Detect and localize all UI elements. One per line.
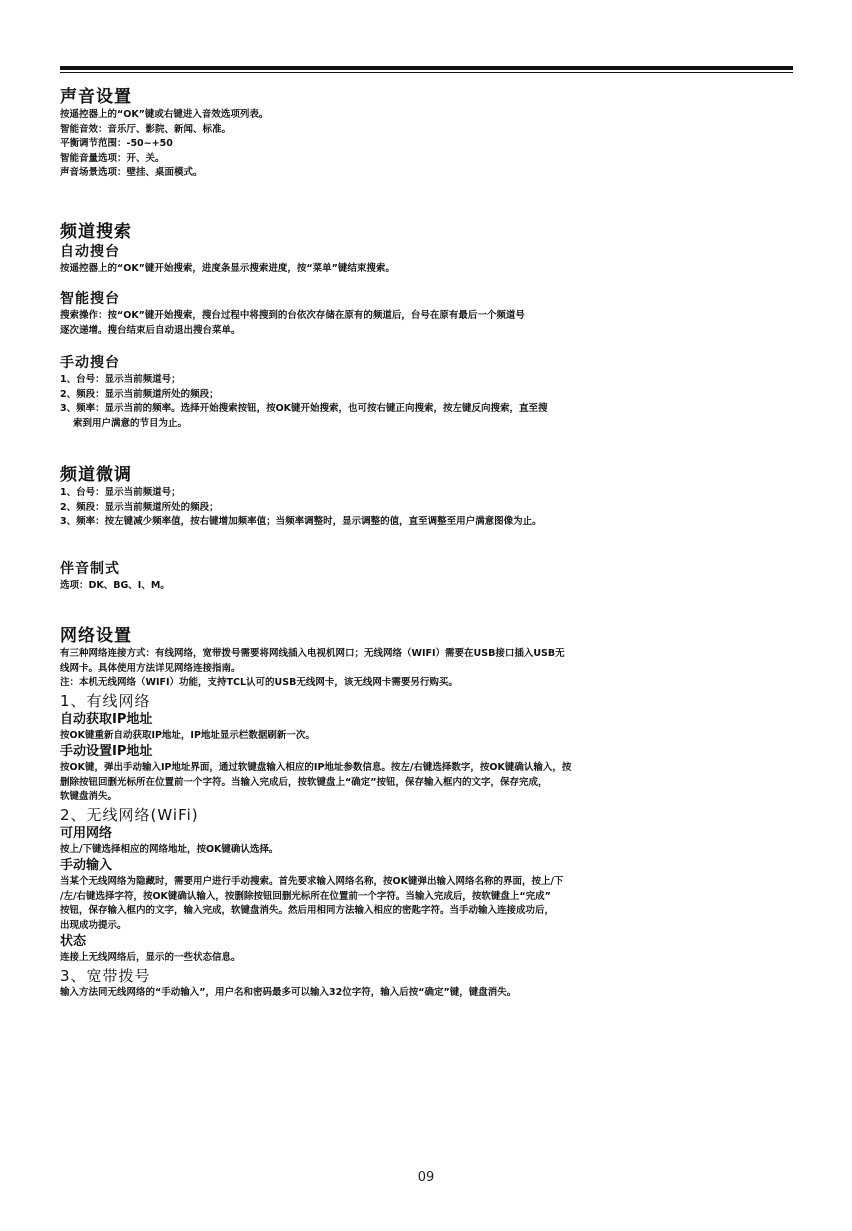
network-intro-line-2: 线网卡。具体使用方法详见网络连接指南。 [60,662,241,674]
broadband-heading: 3、宽带拨号 [60,966,151,985]
available-networks-text: 按上/下键选择相应的网络地址，按OK键确认选择。 [60,843,279,855]
network-intro-line-1: 有三种网络连接方式：有线网络，宽带拨号需要将网线插入电视机网口；无线网络（WIFI）需要在USB接口插入USB无 [60,648,565,659]
auto-ip-heading: 自动获取IP地址 [60,711,153,727]
smart-search-line-2: 逐次递增。搜台结束后自动退出搜台菜单。 [60,324,241,336]
fine-tune-line-3: 3、频率：按左键减少频率值，按右键增加频率值；当频率调整时，显示调整的值，直至调整至用户满意图像为止。 [60,516,542,527]
network-note: 注：本机无线网络（WIFI）功能，支持TCL认可的USB无线网卡，该无线网卡需要另行购买。 [60,677,458,688]
broadband-text: 输入方法同无线网络的“手动输入”，用户名和密码最多可以输入32位字符，输入后按“确定”键，键盘消失。 [60,986,517,998]
fine-tune-heading: 频道微调 [60,465,132,485]
sound-line-5: 声音场景选项：壁挂、桌面模式。 [60,167,203,178]
manual-ip-line-2: 删除按钮回删光标所在位置前一个字符。当输入完成后，按软键盘上“确定”按钮，保存输入框内的文字，保存完成， [60,776,548,788]
status-heading: 状态 [60,934,87,949]
page-number: 09 [417,1170,435,1185]
sound-system-heading: 伴音制式 [60,560,120,577]
channel-search-heading: 频道搜索 [60,221,132,242]
manual-ip-heading: 手动设置IP地址 [60,744,153,759]
sound-line-1: 按遥控器上的“OK”键或右键进入音效选项列表。 [60,109,269,120]
manual-search-line-3b: 索到用户满意的节目为止。 [73,417,188,429]
manual-ip-line-1: 按OK键，弹出手动输入IP地址界面，通过软键盘输入相应的IP地址参数信息。按左/右键选择数字，按OK键确认输入，按 [60,762,572,773]
manual-input-line-4: 出现成功提示。 [60,919,127,931]
manual-input-line-2: /左/右键选择字符，按OK键确认输入，按删除按钮回删光标所在位置前一个字符。当输入完成后，按软键盘上“完成” [60,890,551,902]
manual-input-line-1: 当某个无线网络为隐藏时，需要用户进行手动搜索。首先要求输入网络名称，按OK键弹出输入网络名称的界面，按上/下 [60,876,564,887]
manual-search-line-2: 2、频段：显示当前频道所处的频段； [60,388,219,400]
sound-settings-heading: 声音设置 [60,87,132,107]
wired-network-heading: 1、有线网络 [60,691,151,710]
smart-search-heading: 智能搜台 [60,291,120,307]
manual-search-heading: 手动搜台 [60,355,120,371]
fine-tune-line-1: 1、台号：显示当前频道号； [60,487,181,498]
status-text: 连接上无线网络后，显示的一些状态信息。 [60,952,241,963]
auto-search-text: 按遥控器上的“OK”键开始搜索，进度条显示搜索进度，按“菜单”键结束搜索。 [60,262,395,274]
sound-line-2: 智能音效：音乐厅、影院、新闻、标准。 [60,123,232,135]
manual-ip-line-3: 软键盘消失。 [60,791,118,802]
sound-line-3: 平衡调节范围：-50~+50 [60,138,173,149]
sound-system-text: 选项：DK、BG、I、M。 [60,579,170,591]
sound-line-4: 智能音量选项：开、关。 [60,152,165,164]
manual-search-line-1: 1、台号：显示当前频道号； [60,374,181,385]
network-heading: 网络设置 [60,626,132,646]
header-rule-thick [60,66,793,70]
wireless-network-heading: 2、无线网络(WiFi) [60,805,199,824]
page-content [60,86,800,1000]
smart-search-line-1: 搜索操作：按“OK”键开始搜索，搜台过程中将搜到的台依次存储在原有的频道后，台号在原有最后一个频道号 [60,310,525,321]
manual-search-line-3: 3、频率：显示当前的频率。选择开始搜索按钮，按OK键开始搜索，也可按右键正向搜索，按左键反向搜索，直至搜 [60,403,548,414]
manual-input-line-3: 按钮，保存输入框内的文字，输入完成，软键盘消失。然后用相同方法输入相应的密匙字符。当手动输入连接成功后， [60,905,555,916]
manual-input-heading: 手动输入 [60,858,113,873]
header-rule-thin [60,72,793,73]
auto-ip-text: 按OK键重新自动获取IP地址，IP地址显示栏数据刷新一次。 [60,729,315,741]
auto-search-heading: 自动搜台 [60,243,120,260]
fine-tune-line-2: 2、频段：显示当前频道所处的频段； [60,501,219,513]
available-networks-heading: 可用网络 [60,825,113,841]
